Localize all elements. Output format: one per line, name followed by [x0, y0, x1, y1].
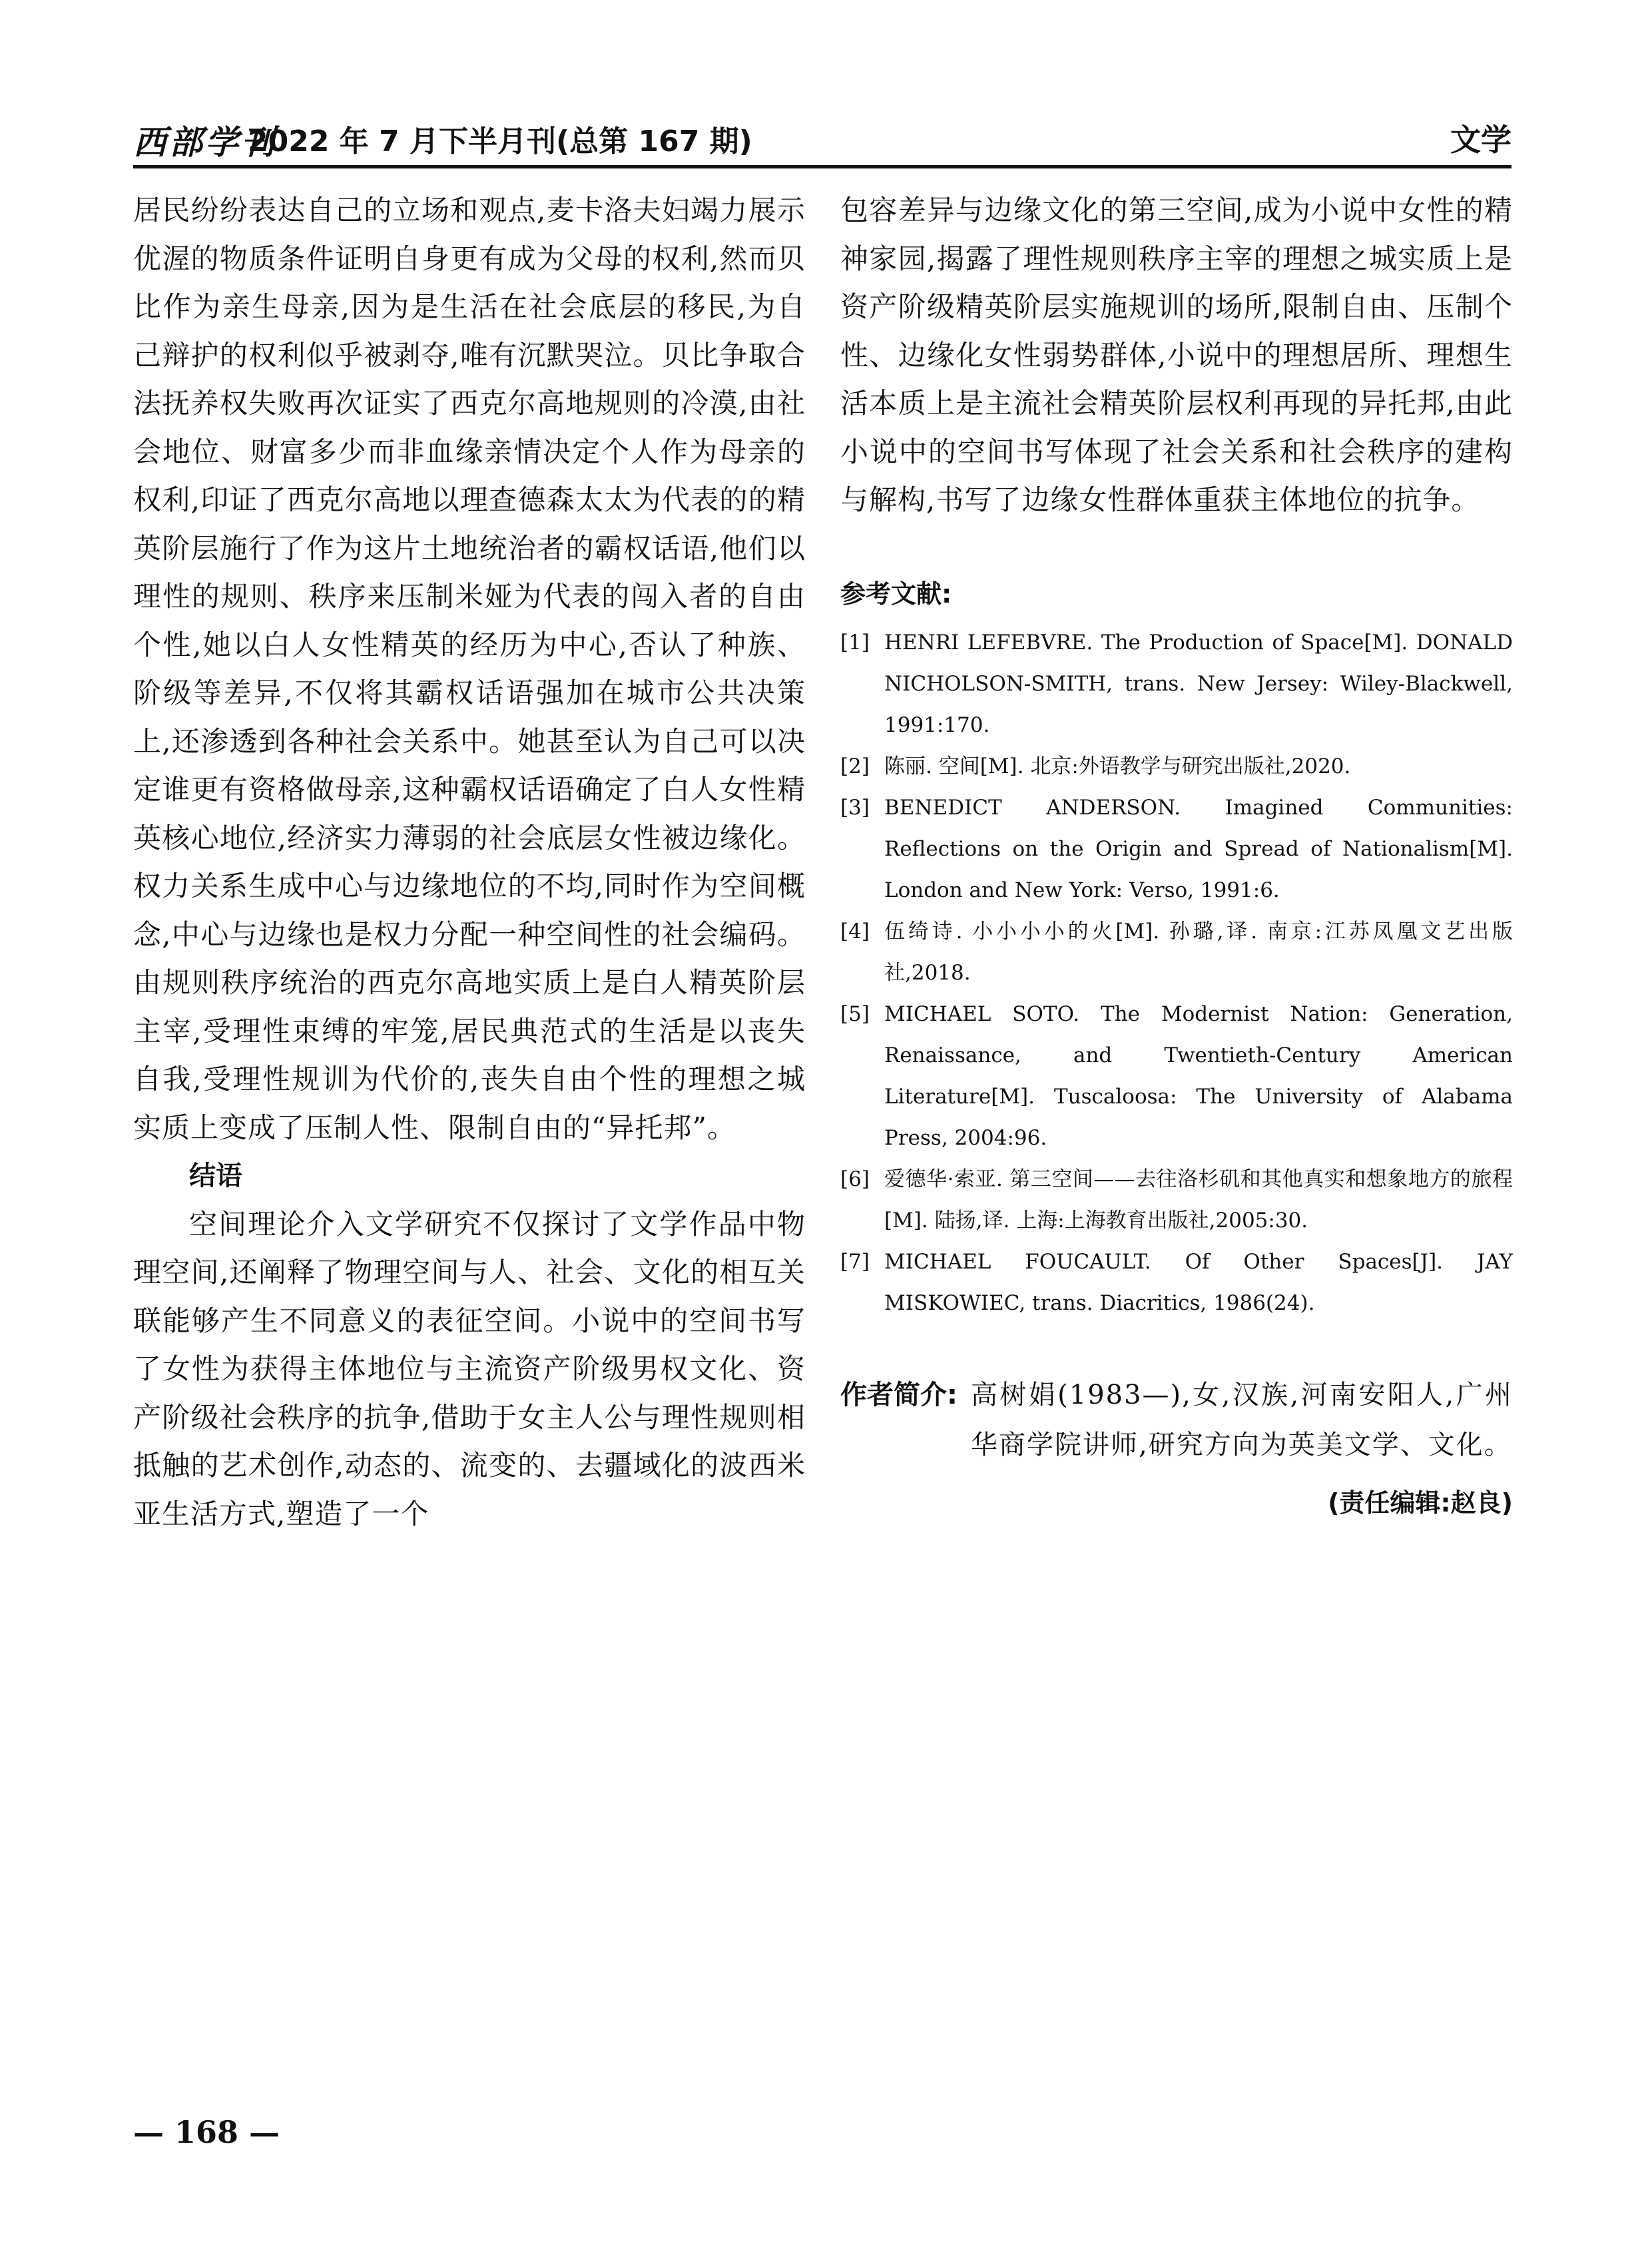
reference-number: [2]: [840, 754, 870, 778]
reference-number: [7]: [840, 1249, 870, 1274]
reference-item: [840, 1159, 1513, 1241]
author-text: 高树娟(1983—),女,汉族,河南安阳人,广州华商学院讲师,研究方向为英美文学、文化。: [971, 1379, 1513, 1460]
reference-item: [840, 993, 1513, 1159]
author-label: 作者简介:: [840, 1379, 958, 1410]
reference-item: [840, 746, 1513, 787]
reference-number: [6]: [840, 1167, 870, 1191]
reference-text: MICHAEL FOUCAULT. Of Other Spaces[J]. JAY MISKOWIEC, trans. Diacritics, 1986(24).: [884, 1249, 1513, 1315]
page-number: — 168 —: [133, 2114, 280, 2150]
page-header: [133, 107, 1512, 166]
right-column: [840, 186, 1513, 1519]
body-paragraph: 居民纷纷表达自己的立场和观点,麦卡洛夫妇竭力展示优渥的物质条件证明自身更有成为父母的权利,然而贝比作为亲生母亲,因为是生活在社会底层的移民,为自己辩护的权利似乎被剥夺,唯有沉默哭泣。贝比争取合法抚养权失败再次证实了西克尔高地规则的冷漠,由社会地位、财富多少而非血缘亲情决定个人作为母亲的权利,印证了西克尔高地以理查德森太太为代表的的精英阶层施行了作为这片土地统治者的霸权话语,他们以理性的规则、秩序来压制米娅为代表的闯入者的自由个性,她以白人女性精英的经历为中心,否认了种族、阶级等差异,不仅将其霸权话语强加在城市公共决策上,还渗透到各种社会关系中。她甚至认为自己可以决定谁更有资格做母亲,这种霸权话语确定了白人女性精英核心地位,经济实力薄弱的社会底层女性被边缘化。权力关系生成中心与边缘地位的不均,同时作为空间概念,中心与边缘也是权力分配一种空间性的社会编码。由规则秩序统治的西克尔高地实质上是白人精英阶层主宰,受理性束缚的牢笼,居民典范式的生活是以丧失自我,受理性规训为代价的,丧失自由个性的理想之城实质上变成了压制人性、限制自由的“异托邦”。: [133, 194, 806, 1144]
journal-name: 西部学刊: [133, 123, 277, 162]
reference-item: [840, 622, 1513, 746]
reference-number: [3]: [840, 795, 870, 820]
reference-text: 爱德华·索亚. 第三空间——去往洛杉矶和其他真实和想象地方的旅程[M]. 陆扬,译. 上海:上海教育出版社,2005:30.: [884, 1167, 1513, 1233]
reference-number: [1]: [840, 630, 870, 655]
reference-item: [840, 787, 1513, 911]
body-paragraph: 包容差异与边缘文化的第三空间,成为小说中女性的精神家园,揭露了理性规则秩序主宰的理想之城实质上是资产阶级精英阶层实施规训的场所,限制自由、压制个性、边缘化女性弱势群体,小说中的理想居所、理想生活本质上是主流社会精英阶层权利再现的异托邦,由此小说中的空间书写体现了社会关系和社会秩序的建构与解构,书写了边缘女性群体重获主体地位的抗争。: [840, 194, 1513, 516]
reference-text: 陈丽. 空间[M]. 北京:外语教学与研究出版社,2020.: [884, 754, 1351, 778]
reference-number: [4]: [840, 919, 870, 944]
header-rule: [133, 165, 1512, 168]
reference-number: [5]: [840, 1001, 870, 1026]
section-name: 文学: [1450, 122, 1512, 158]
reference-text: BENEDICT ANDERSON. Imagined Communities: Reflections on the Origin and Spread of Nationalism[M]. London and New York: Verso, 1991:6.: [884, 795, 1513, 902]
left-column: [133, 186, 806, 1538]
body-paragraph: 空间理论介入文学研究不仅探讨了文学作品中物理空间,还阐释了物理空间与人、社会、文化的相互关联能够产生不同意义的表征空间。小说中的空间书写了女性为获得主体地位与主流资产阶级男权文化、资产阶级社会秩序的抗争,借助于女主人公与理性规则相抵触的艺术创作,动态的、流变的、去疆域化的波西米亚生活方式,塑造了一个: [133, 1207, 806, 1530]
reference-text: HENRI LEFEBVRE. The Production of Space[M]. DONALD NICHOLSON-SMITH, trans. New Jersey: Wiley-Blackwell, 1991:170.: [884, 630, 1513, 737]
issue-info: 2022 年 7 月下半月刊(总第 167 期): [248, 125, 752, 158]
responsible-editor: (责任编辑:赵良): [1328, 1488, 1513, 1518]
author-bio: [840, 1370, 1513, 1470]
reference-text: 伍绮诗. 小小小小的火[M]. 孙璐,译. 南京:江苏凤凰文艺出版社,2018.: [884, 919, 1513, 985]
reference-text: MICHAEL SOTO. The Modernist Nation: Generation, Renaissance, and Twentieth-Century American Literature[M]. Tuscaloosa: The University of Alabama Press, 2004:96.: [884, 1001, 1513, 1150]
reference-item: [840, 1241, 1513, 1324]
references-heading: 参考文献:: [840, 579, 952, 609]
reference-list: [840, 622, 1513, 1324]
reference-item: [840, 911, 1513, 993]
conclusion-heading: 结语: [189, 1161, 242, 1191]
